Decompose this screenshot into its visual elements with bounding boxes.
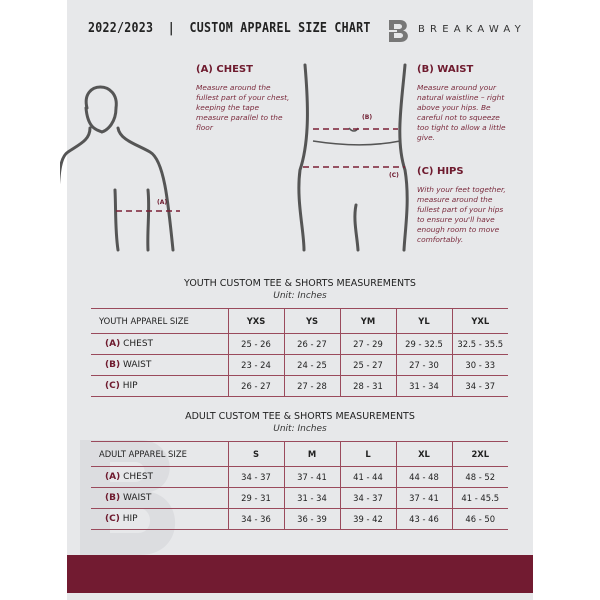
size-header: M [284,442,340,467]
breakaway-logo-icon [385,18,411,44]
size-header: L [340,442,396,467]
cell: 36 - 39 [284,509,340,530]
row-label-header: YOUTH APPAREL SIZE [91,309,228,334]
chest-description: Measure around the fullest part of your chest, keeping the tape measure parallel to the floor [196,83,290,132]
cell: 31 - 34 [396,376,452,397]
size-header: YXS [228,309,284,334]
cell: 41 - 44 [340,467,396,488]
adult-table-unit: Unit: Inches [273,424,327,434]
waist-heading: (B) WAIST [417,64,474,75]
cell: 41 - 45.5 [452,488,508,509]
cell: 39 - 42 [340,509,396,530]
cell: 37 - 41 [284,467,340,488]
cell: 25 - 26 [228,334,284,355]
table-header-row [91,309,508,334]
cell: 34 - 36 [228,509,284,530]
table-header-row [91,442,508,467]
cell: 31 - 34 [284,488,340,509]
size-header: YM [340,309,396,334]
cell: 32.5 - 35.5 [452,334,508,355]
table-row [91,355,508,376]
youth-table-unit: Unit: Inches [273,291,327,301]
cell: 44 - 48 [396,467,452,488]
adult-table-title: ADULT CUSTOM TEE & SHORTS MEASUREMENTS [185,411,415,422]
size-header: YL [396,309,452,334]
table-row [91,509,508,530]
chest-heading: (A) CHEST [196,64,253,75]
footer-band [67,555,533,593]
size-header: XL [396,442,452,467]
cell: 24 - 25 [284,355,340,376]
chest-marker: (A) [157,199,168,206]
cell: 48 - 52 [452,467,508,488]
hips-marker: (C) [389,172,399,179]
hips-description: With your feet together, measure around the fullest part of your hips to ensure you'll have enough room to move comfortably. [417,185,506,244]
adult-size-table [91,441,508,530]
cell: 46 - 50 [452,509,508,530]
cell: 30 - 33 [452,355,508,376]
cell: 34 - 37 [452,376,508,397]
hips-heading: (C) HIPS [417,166,464,177]
table-row [91,334,508,355]
youth-size-table [91,308,508,397]
table-row [91,488,508,509]
cell: 43 - 46 [396,509,452,530]
cell: 34 - 37 [340,488,396,509]
row-label: (B) WAIST [91,355,228,376]
size-header: 2XL [452,442,508,467]
cell: 28 - 31 [340,376,396,397]
table-row [91,376,508,397]
size-header: YXL [452,309,508,334]
size-header: S [228,442,284,467]
cell: 29 - 31 [228,488,284,509]
row-label: (B) WAIST [91,488,228,509]
row-label: (C) HIP [91,376,228,397]
row-label: (A) CHEST [91,467,228,488]
waist-marker: (B) [362,114,373,121]
row-label-header: ADULT APPAREL SIZE [91,442,228,467]
page-title: 2022/2023 | CUSTOM APPAREL SIZE CHART [88,20,371,36]
cell: 29 - 32.5 [396,334,452,355]
cell: 27 - 29 [340,334,396,355]
cell: 27 - 28 [284,376,340,397]
cell: 27 - 30 [396,355,452,376]
youth-table-title: YOUTH CUSTOM TEE & SHORTS MEASUREMENTS [184,278,416,289]
cell: 25 - 27 [340,355,396,376]
brand-name: BREAKAWAY [418,24,526,35]
row-label: (C) HIP [91,509,228,530]
cell: 26 - 27 [228,376,284,397]
row-label: (A) CHEST [91,334,228,355]
cell: 26 - 27 [284,334,340,355]
cell: 23 - 24 [228,355,284,376]
cell: 37 - 41 [396,488,452,509]
table-row [91,467,508,488]
cell: 34 - 37 [228,467,284,488]
waist-description: Measure around your natural waistline – right above your hips. Be careful not to squeeze too tight to allow a little give. [417,83,506,142]
size-header: YS [284,309,340,334]
